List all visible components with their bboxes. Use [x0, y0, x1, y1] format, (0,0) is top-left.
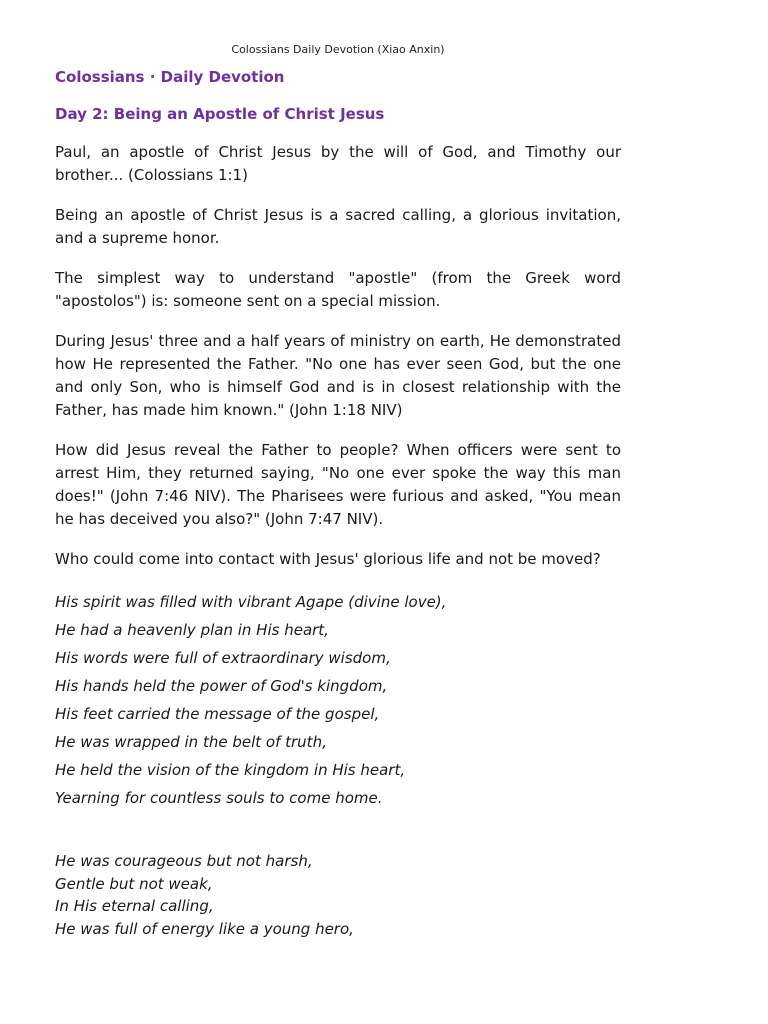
poem-line: His spirit was filled with vibrant Agape (divine love), — [55, 593, 447, 611]
poem-line: Yearning for countless souls to come home. — [55, 789, 383, 807]
day-title: Day 2: Being an Apostle of Christ Jesus — [55, 105, 385, 123]
series-title: Colossians · Daily Devotion — [55, 68, 285, 86]
poem-line: He was courageous but not harsh, — [55, 852, 313, 870]
body-paragraph: During Jesus' three and a half years of ministry on earth, He demonstrated how He represented the Father. "No one has ever seen God, but the one and only Son, who is himself God and is in closest relationship with the Father, has made him known." (John 1:18 NIV) — [55, 332, 621, 419]
body-paragraph: Being an apostle of Christ Jesus is a sacred calling, a glorious invitation, and a supreme honor. — [55, 206, 621, 247]
poem-line: His feet carried the message of the gospel, — [55, 705, 380, 723]
body-paragraph: How did Jesus reveal the Father to people? When officers were sent to arrest Him, they returned saying, "No one ever spoke the way this man does!" (John 7:46 NIV). The Pharisees were furious and asked, "You mean he has deceived you also?" (John 7:47 NIV). — [55, 441, 621, 528]
poem-line: In His eternal calling, — [55, 897, 214, 915]
poem-stanza-1 — [55, 588, 621, 812]
poem-stanza-2 — [55, 850, 621, 940]
poem-line: Gentle but not weak, — [55, 874, 213, 893]
scripture-quote-paragraph: Paul, an apostle of Christ Jesus by the will of God, and Timothy our brother... (Colossians 1:1) — [55, 143, 621, 184]
running-header: Colossians Daily Devotion (Xiao Anxin) — [231, 43, 445, 56]
document-body — [55, 66, 621, 940]
poem-line: He had a heavenly plan in His heart, — [55, 621, 329, 639]
poem-line: He was full of energy like a young hero, — [55, 919, 354, 938]
poem-line: His hands held the power of God's kingdom, — [55, 677, 388, 695]
poem-line: He held the vision of the kingdom in His heart, — [55, 761, 406, 779]
body-paragraph: Who could come into contact with Jesus' glorious life and not be moved? — [55, 550, 601, 568]
poem-line: His words were full of extraordinary wisdom, — [55, 649, 391, 667]
poem-line: He was wrapped in the belt of truth, — [55, 733, 327, 751]
body-paragraph: The simplest way to understand "apostle" (from the Greek word "apostolos") is: someone sent on a special mission. — [55, 269, 621, 310]
